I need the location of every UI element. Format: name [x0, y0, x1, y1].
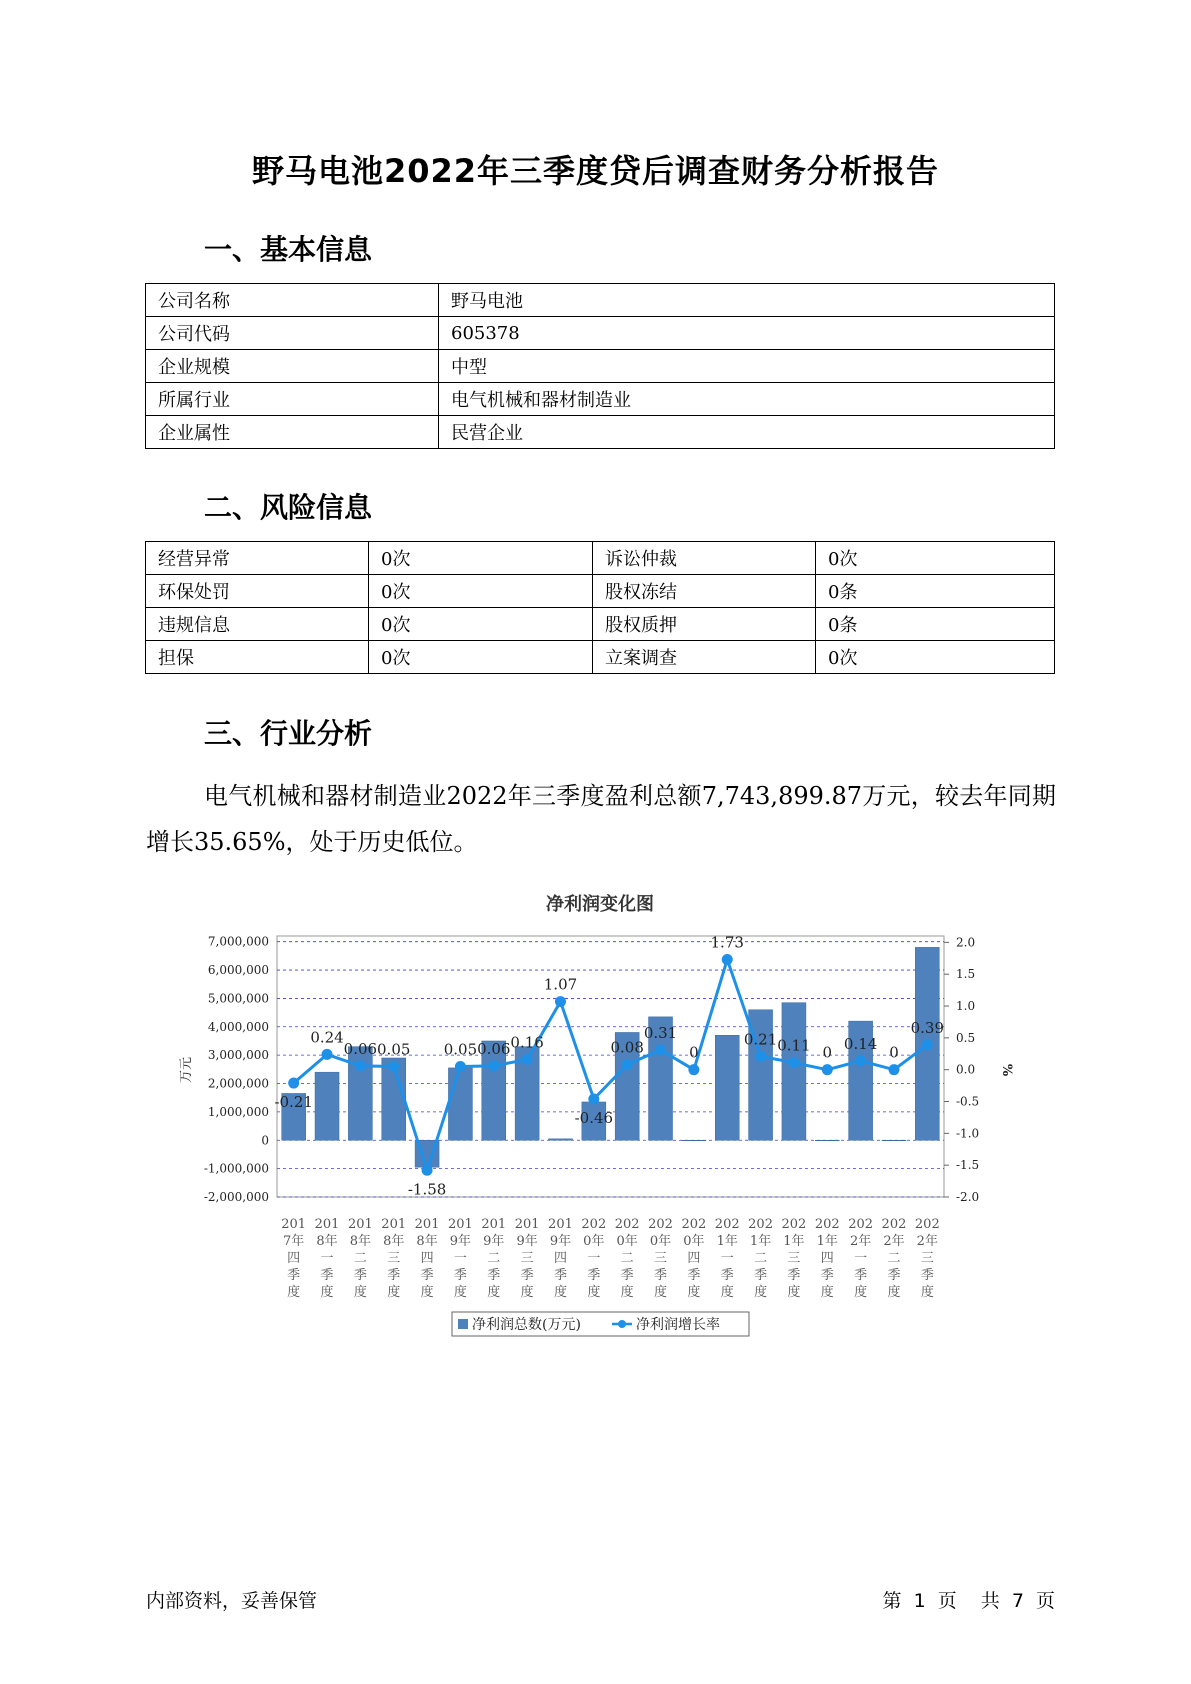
x-tick-label: 202 — [914, 1217, 940, 1232]
basic-info-row — [146, 284, 1055, 317]
growth-point — [322, 1049, 333, 1060]
y-tick-label: 0 — [261, 1133, 269, 1148]
x-tick-label: 度 — [587, 1285, 601, 1300]
bar — [448, 1068, 472, 1140]
growth-label: 0.05 — [377, 1040, 411, 1059]
growth-point — [755, 1051, 766, 1062]
y-tick-label: 2,000,000 — [207, 1076, 269, 1091]
y-tick-label: 4,000,000 — [207, 1019, 269, 1034]
growth-label: 0 — [889, 1043, 899, 1062]
y2-tick-label: 1.5 — [956, 967, 976, 982]
x-tick-label: 8年 — [383, 1234, 405, 1249]
bar — [882, 1140, 906, 1141]
growth-point — [488, 1060, 499, 1071]
risk-info-value: 0次 — [816, 542, 1055, 575]
footer-confidential: 内部资料，妥善保管 — [146, 1590, 318, 1612]
x-tick-label: 0年 — [583, 1234, 605, 1249]
y-axis-title: 万元 — [179, 1056, 194, 1084]
x-tick-label: 202 — [614, 1217, 640, 1232]
basic-info-value: 民营企业 — [439, 416, 1055, 449]
x-tick-label: 度 — [720, 1285, 734, 1300]
x-tick-label: 202 — [848, 1217, 874, 1232]
growth-point — [722, 954, 733, 965]
growth-label: -0.21 — [274, 1093, 313, 1112]
legend-bar-label: 净利润总数(万元) — [472, 1317, 581, 1333]
x-tick-label: 度 — [754, 1285, 768, 1300]
x-tick-label: 季 — [353, 1268, 367, 1283]
x-tick-label: 季 — [420, 1268, 434, 1283]
x-tick-label: 四 — [553, 1251, 567, 1266]
x-tick-label: 度 — [420, 1285, 434, 1300]
total-label-suffix: 页 — [1035, 1590, 1055, 1612]
bar — [548, 1139, 572, 1140]
x-tick-label: 1年 — [816, 1234, 838, 1249]
x-tick-label: 一 — [720, 1251, 734, 1266]
x-tick-label: 202 — [681, 1217, 707, 1232]
x-tick-label: 三 — [520, 1251, 534, 1266]
x-tick-label: 季 — [587, 1268, 601, 1283]
x-tick-label: 9年 — [549, 1234, 572, 1249]
risk-info-row — [146, 542, 1055, 575]
x-tick-label: 201 — [314, 1217, 340, 1232]
x-tick-label: 201 — [448, 1217, 473, 1232]
risk-info-value: 0条 — [816, 575, 1055, 608]
x-tick-label: 度 — [320, 1285, 334, 1300]
growth-point — [588, 1093, 599, 1104]
x-tick-label: 0年 — [683, 1234, 705, 1249]
x-tick-label: 度 — [453, 1285, 467, 1300]
growth-point — [288, 1078, 299, 1089]
x-tick-label: 季 — [787, 1268, 801, 1283]
growth-label: 0.11 — [777, 1036, 811, 1055]
basic-info-row — [146, 383, 1055, 416]
x-tick-label: 2年 — [883, 1234, 905, 1249]
section-basic-heading: 一、基本信息 — [204, 233, 373, 266]
y2-axis-title: % — [999, 1063, 1014, 1077]
x-tick-label: 202 — [748, 1217, 773, 1232]
growth-point — [522, 1054, 533, 1065]
growth-point — [422, 1165, 433, 1176]
page-label: 第 — [882, 1590, 902, 1612]
x-tick-label: 度 — [520, 1285, 534, 1300]
basic-info-label: 所属行业 — [146, 383, 439, 416]
x-tick-label: 三 — [654, 1251, 668, 1266]
x-tick-label: 三 — [387, 1251, 401, 1266]
y2-tick-label: -2.0 — [956, 1190, 980, 1204]
y-tick-label: 3,000,000 — [207, 1048, 269, 1063]
x-tick-label: 四 — [420, 1251, 434, 1266]
x-tick-label: 季 — [654, 1268, 668, 1283]
page-label-suffix: 页 — [937, 1590, 957, 1612]
x-tick-label: 二 — [487, 1251, 501, 1266]
x-tick-label: 1年 — [716, 1234, 738, 1249]
x-tick-label: 季 — [820, 1268, 834, 1283]
risk-info-label: 股权质押 — [593, 608, 816, 641]
x-tick-label: 201 — [347, 1217, 373, 1232]
y2-tick-label: 1.0 — [956, 999, 976, 1014]
x-tick-label: 7年 — [283, 1234, 305, 1249]
chart-title: 净利润变化图 — [546, 894, 654, 915]
x-tick-label: 一 — [453, 1251, 467, 1266]
x-tick-label: 度 — [887, 1285, 901, 1300]
y-tick-label: 7,000,000 — [207, 934, 269, 949]
x-tick-label: 季 — [553, 1268, 567, 1283]
legend-line-marker — [618, 1320, 626, 1328]
x-tick-label: 202 — [881, 1217, 907, 1232]
x-tick-label: 季 — [620, 1268, 634, 1283]
growth-point — [655, 1044, 666, 1055]
growth-label: 0.06 — [477, 1039, 511, 1058]
bar — [682, 1140, 706, 1141]
x-tick-label: 度 — [553, 1285, 567, 1300]
growth-point — [555, 996, 566, 1007]
bar — [782, 1003, 806, 1141]
growth-point — [455, 1061, 466, 1072]
x-tick-label: 9年 — [449, 1234, 472, 1249]
risk-info-row — [146, 641, 1055, 674]
chart-svg — [0, 880, 1191, 1360]
x-tick-label: 202 — [648, 1217, 673, 1232]
x-tick-label: 季 — [887, 1268, 901, 1283]
x-tick-label: 季 — [453, 1268, 467, 1283]
section-risk-heading: 二、风险信息 — [204, 491, 373, 524]
x-tick-label: 二 — [754, 1251, 768, 1266]
growth-label: 1.07 — [543, 975, 578, 994]
risk-info-row — [146, 608, 1055, 641]
legend-bar-swatch — [458, 1319, 468, 1329]
x-tick-label: 2年 — [849, 1234, 872, 1249]
growth-label: -0.46 — [574, 1108, 614, 1127]
basic-info-row — [146, 317, 1055, 350]
risk-info-value: 0次 — [369, 575, 593, 608]
x-tick-label: 202 — [581, 1217, 607, 1232]
x-tick-label: 季 — [854, 1268, 868, 1283]
basic-info-row — [146, 350, 1055, 383]
risk-info-value: 0条 — [816, 608, 1055, 641]
y-tick-label: -2,000,000 — [203, 1190, 269, 1204]
growth-label: 0.31 — [643, 1023, 678, 1042]
total-pages: 7 — [1011, 1590, 1024, 1612]
bar — [815, 1140, 839, 1141]
x-tick-label: 201 — [381, 1217, 407, 1232]
x-tick-label: 1年 — [783, 1234, 805, 1249]
x-tick-label: 季 — [754, 1268, 768, 1283]
x-tick-label: 一 — [320, 1251, 334, 1266]
basic-info-value: 中型 — [439, 350, 1055, 383]
y-tick-label: 6,000,000 — [207, 963, 269, 978]
growth-label: 0.16 — [510, 1033, 544, 1052]
growth-point — [888, 1064, 899, 1075]
y2-tick-label: -1.5 — [956, 1158, 980, 1173]
x-tick-label: 8年 — [349, 1234, 372, 1249]
growth-point — [688, 1064, 699, 1075]
growth-point — [388, 1061, 399, 1072]
x-tick-label: 202 — [781, 1217, 807, 1232]
x-tick-label: 0年 — [616, 1234, 638, 1249]
growth-label: 0.21 — [743, 1030, 778, 1049]
risk-info-table — [145, 541, 1055, 674]
legend-line-label: 净利润增长率 — [636, 1317, 720, 1333]
x-tick-label: 四 — [820, 1251, 834, 1266]
x-tick-label: 度 — [687, 1285, 701, 1300]
bar — [715, 1035, 739, 1140]
x-tick-label: 季 — [920, 1268, 934, 1283]
section-industry-heading: 三、行业分析 — [204, 717, 373, 750]
risk-info-row — [146, 575, 1055, 608]
risk-info-label: 经营异常 — [146, 542, 369, 575]
page-number: 1 — [913, 1590, 926, 1612]
x-tick-label: 9年 — [516, 1234, 538, 1249]
x-tick-label: 201 — [414, 1217, 440, 1232]
x-tick-label: 度 — [353, 1285, 367, 1300]
x-tick-label: 季 — [287, 1268, 301, 1283]
basic-info-label: 公司代码 — [146, 317, 439, 350]
x-tick-label: 201 — [281, 1217, 307, 1232]
x-tick-label: 度 — [920, 1285, 934, 1300]
x-tick-label: 202 — [714, 1217, 740, 1232]
basic-info-label: 企业规模 — [146, 350, 439, 383]
growth-label: 0.06 — [343, 1039, 378, 1058]
x-tick-label: 季 — [387, 1268, 401, 1283]
basic-info-label: 企业属性 — [146, 416, 439, 449]
x-tick-label: 三 — [920, 1251, 934, 1266]
x-tick-label: 季 — [720, 1268, 734, 1283]
x-tick-label: 度 — [787, 1285, 801, 1300]
basic-info-table — [145, 283, 1055, 449]
x-tick-label: 0年 — [649, 1234, 672, 1249]
risk-info-label: 立案调查 — [593, 641, 816, 674]
risk-info-label: 环保处罚 — [146, 575, 369, 608]
basic-info-label: 公司名称 — [146, 284, 439, 317]
y2-tick-label: -0.5 — [956, 1094, 980, 1109]
y-tick-label: -1,000,000 — [203, 1161, 269, 1176]
footer-page-info — [877, 1586, 1055, 1613]
growth-label: 0 — [689, 1043, 699, 1062]
growth-label: 0.05 — [443, 1040, 478, 1059]
industry-paragraph: 电气机械和器材制造业2022年三季度盈利总额7,743,899.87万元，较去年同期增长35.65%，处于历史低位。 — [146, 782, 1056, 856]
y2-tick-label: -1.0 — [956, 1126, 980, 1141]
x-tick-label: 度 — [654, 1285, 668, 1300]
x-tick-label: 度 — [620, 1285, 634, 1300]
bar — [315, 1072, 339, 1140]
x-tick-label: 201 — [514, 1217, 540, 1232]
y2-tick-label: 0.0 — [956, 1062, 976, 1077]
x-tick-label: 二 — [620, 1251, 634, 1266]
growth-point — [355, 1060, 366, 1071]
basic-info-value: 605378 — [439, 317, 1055, 350]
net-profit-chart — [0, 880, 1191, 1360]
growth-point — [855, 1055, 866, 1066]
x-tick-label: 202 — [814, 1217, 840, 1232]
y-tick-label: 1,000,000 — [207, 1104, 269, 1119]
growth-point — [822, 1064, 833, 1075]
x-tick-label: 四 — [687, 1251, 701, 1266]
risk-info-label: 违规信息 — [146, 608, 369, 641]
growth-label: 0.24 — [310, 1028, 344, 1047]
growth-label: 0 — [822, 1043, 833, 1062]
risk-info-label: 股权冻结 — [593, 575, 816, 608]
x-tick-label: 9年 — [483, 1234, 505, 1249]
x-tick-label: 二 — [887, 1251, 901, 1266]
x-tick-label: 季 — [520, 1268, 534, 1283]
x-tick-label: 一 — [854, 1251, 868, 1266]
x-tick-label: 度 — [387, 1285, 401, 1300]
x-tick-label: 度 — [820, 1285, 834, 1300]
y-tick-label: 5,000,000 — [207, 991, 269, 1006]
risk-info-value: 0次 — [369, 641, 593, 674]
risk-info-label: 担保 — [146, 641, 369, 674]
growth-point — [622, 1059, 633, 1070]
y2-tick-label: 0.5 — [956, 1030, 976, 1045]
x-tick-label: 8年 — [416, 1234, 438, 1249]
total-label: 共 — [980, 1590, 1000, 1612]
x-tick-label: 一 — [587, 1251, 601, 1266]
growth-label: 0.08 — [610, 1038, 644, 1057]
report-title: 野马电池2022年三季度贷后调查财务分析报告 — [251, 152, 940, 190]
x-tick-label: 1年 — [749, 1234, 772, 1249]
x-tick-label: 度 — [854, 1285, 868, 1300]
x-tick-label: 二 — [353, 1251, 367, 1266]
x-tick-label: 度 — [287, 1285, 301, 1300]
risk-info-value: 0次 — [369, 542, 593, 575]
growth-point — [922, 1039, 933, 1050]
risk-info-value: 0次 — [369, 608, 593, 641]
growth-label: -1.58 — [407, 1180, 447, 1199]
risk-info-label: 诉讼仲裁 — [593, 542, 816, 575]
x-tick-label: 2年 — [916, 1234, 938, 1249]
x-tick-label: 三 — [787, 1251, 801, 1266]
basic-info-value: 电气机械和器材制造业 — [439, 383, 1055, 416]
basic-info-row — [146, 416, 1055, 449]
y2-tick-label: 2.0 — [956, 935, 976, 950]
x-tick-label: 四 — [287, 1251, 301, 1266]
basic-info-value: 野马电池 — [439, 284, 1055, 317]
x-tick-label: 季 — [687, 1268, 701, 1283]
x-tick-label: 季 — [487, 1268, 501, 1283]
x-tick-label: 度 — [487, 1285, 501, 1300]
growth-label: 1.73 — [710, 933, 744, 952]
growth-label: 0.39 — [910, 1018, 945, 1037]
x-tick-label: 季 — [320, 1268, 334, 1283]
risk-info-value: 0次 — [816, 641, 1055, 674]
x-tick-label: 201 — [548, 1217, 573, 1232]
x-tick-label: 201 — [481, 1217, 507, 1232]
growth-point — [788, 1057, 799, 1068]
x-tick-label: 8年 — [316, 1234, 338, 1249]
growth-label: 0.14 — [843, 1034, 878, 1053]
